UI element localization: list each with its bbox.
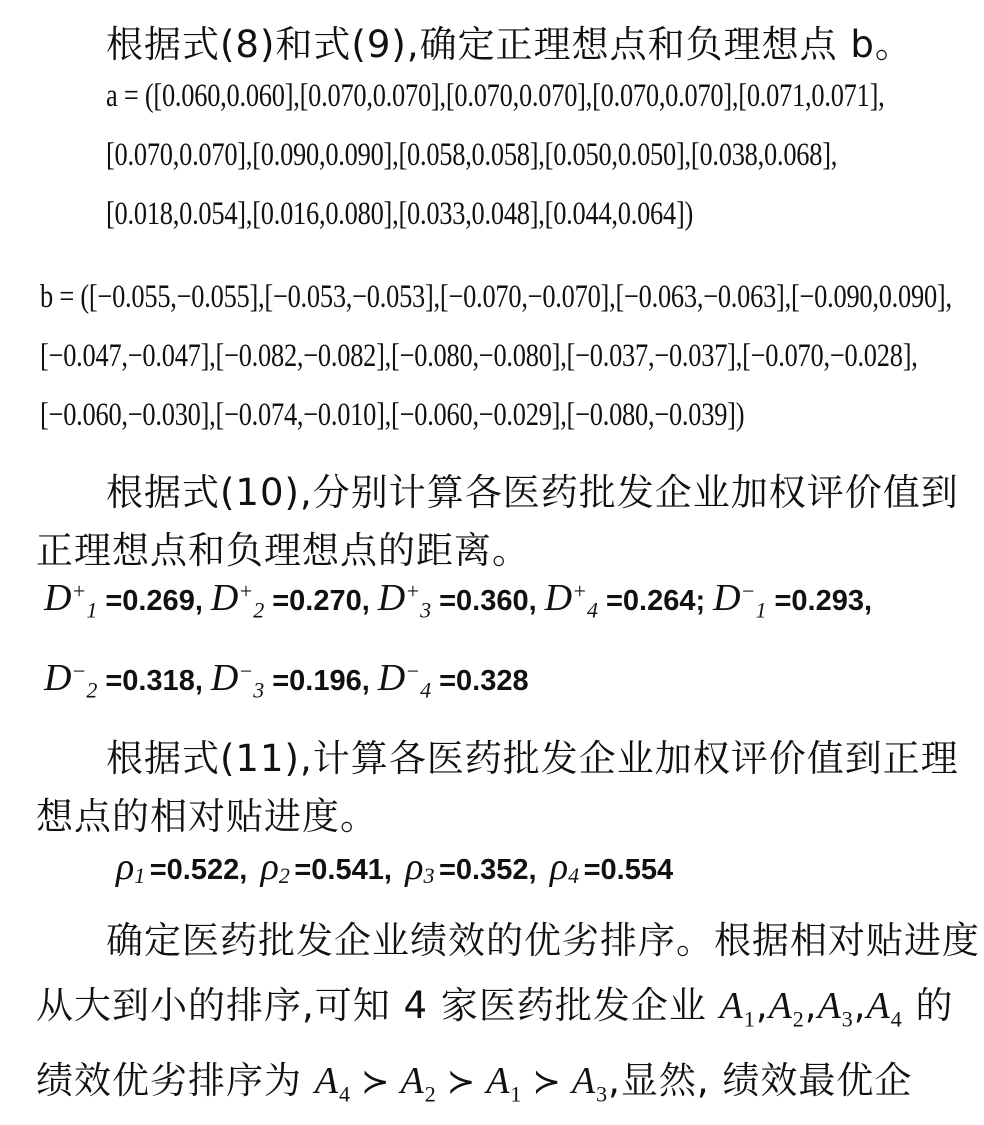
rho-2: $\rho_2 =0.541$, [260,846,392,889]
rho-4: $\rho_4 =0.554$ [549,846,674,889]
paragraph-closeness-line-1: 根据式(11),计算各医药批发企业加权评价值到正理 [106,737,959,780]
paragraph-ranking-line-3: 绩效优劣排序为 $A_4$ ≻ $A_2$ ≻ $A_1$ ≻ $A_3$,显然, 绩效最优企 [36,1059,913,1107]
positive-ideal-line-1: a = ([0.060,0.060],[0.070,0.070],[0.070,0.070],[0.070,0.070],[0.071,0.071], [106,78,885,114]
d-minus-1: $D^-_1 =0.293$, [713,577,873,623]
rho-1: $\rho_1 =0.522$, [116,846,248,889]
d-plus-1: $D^+_1 =0.269$, [44,577,203,623]
d-plus-2: $D^+_2 =0.270$, [210,577,370,623]
paragraph-ranking-line-1: 确定医药批发企业绩效的优劣排序。根据相对贴进度 [106,919,980,962]
negative-ideal-line-2: [−0.047,−0.047],[−0.082,−0.082],[−0.080,−0.080],[−0.037,−0.037],[−0.070,−0.028], [40,338,918,374]
paragraph-closeness-line-2: 想点的相对贴进度。 [36,795,378,838]
negative-ideal-line-1: b = ([−0.055,−0.055],[−0.053,−0.053],[−0.070,−0.070],[−0.063,−0.063],[−0.090,0.090], [40,279,952,315]
paragraph-ideal-points: 根据式(8)和式(9),确定正理想点和负理想点 b。 [106,23,913,66]
closeness-row [116,845,673,889]
negative-ideal-line-3: [−0.060,−0.030],[−0.074,−0.010],[−0.060,−0.029],[−0.080,−0.039]) [40,397,745,433]
paragraph-distance-line-1: 根据式(10),分别计算各医药批发企业加权评价值到 [106,471,959,514]
d-plus-3: $D^+_3 =0.360$, [377,577,537,623]
enterprise-list: $A_1,A_2,A_3,A_4$ [719,984,903,1032]
positive-ideal-line-2: [0.070,0.070],[0.090,0.090],[0.058,0.058],[0.050,0.050],[0.038,0.068], [106,137,838,173]
d-minus-2: $D^-_2 =0.318$, [44,657,203,703]
d-plus-4: $D^+_4 =0.264$; [544,577,706,623]
distance-row-2 [44,656,529,703]
d-minus-4: $D^-_4 =0.328$ [377,657,529,703]
ranking-order: $A_4$ ≻ $A_2$ ≻ $A_1$ ≻ $A_3$ [314,1060,609,1107]
d-minus-3: $D^-_3 =0.196$, [210,657,370,703]
paragraph-ranking-line-2: 从大到小的排序,可知 4 家医药批发企业 $A_1,A_2,A_3,A_4$ 的 [36,984,954,1032]
paragraph-distance-line-2: 正理想点和负理想点的距离。 [36,529,530,572]
distance-row-1 [44,576,872,623]
positive-ideal-line-3: [0.018,0.054],[0.016,0.080],[0.033,0.048],[0.044,0.064]) [106,196,694,232]
rho-3: $\rho_3 =0.352$, [405,846,537,889]
